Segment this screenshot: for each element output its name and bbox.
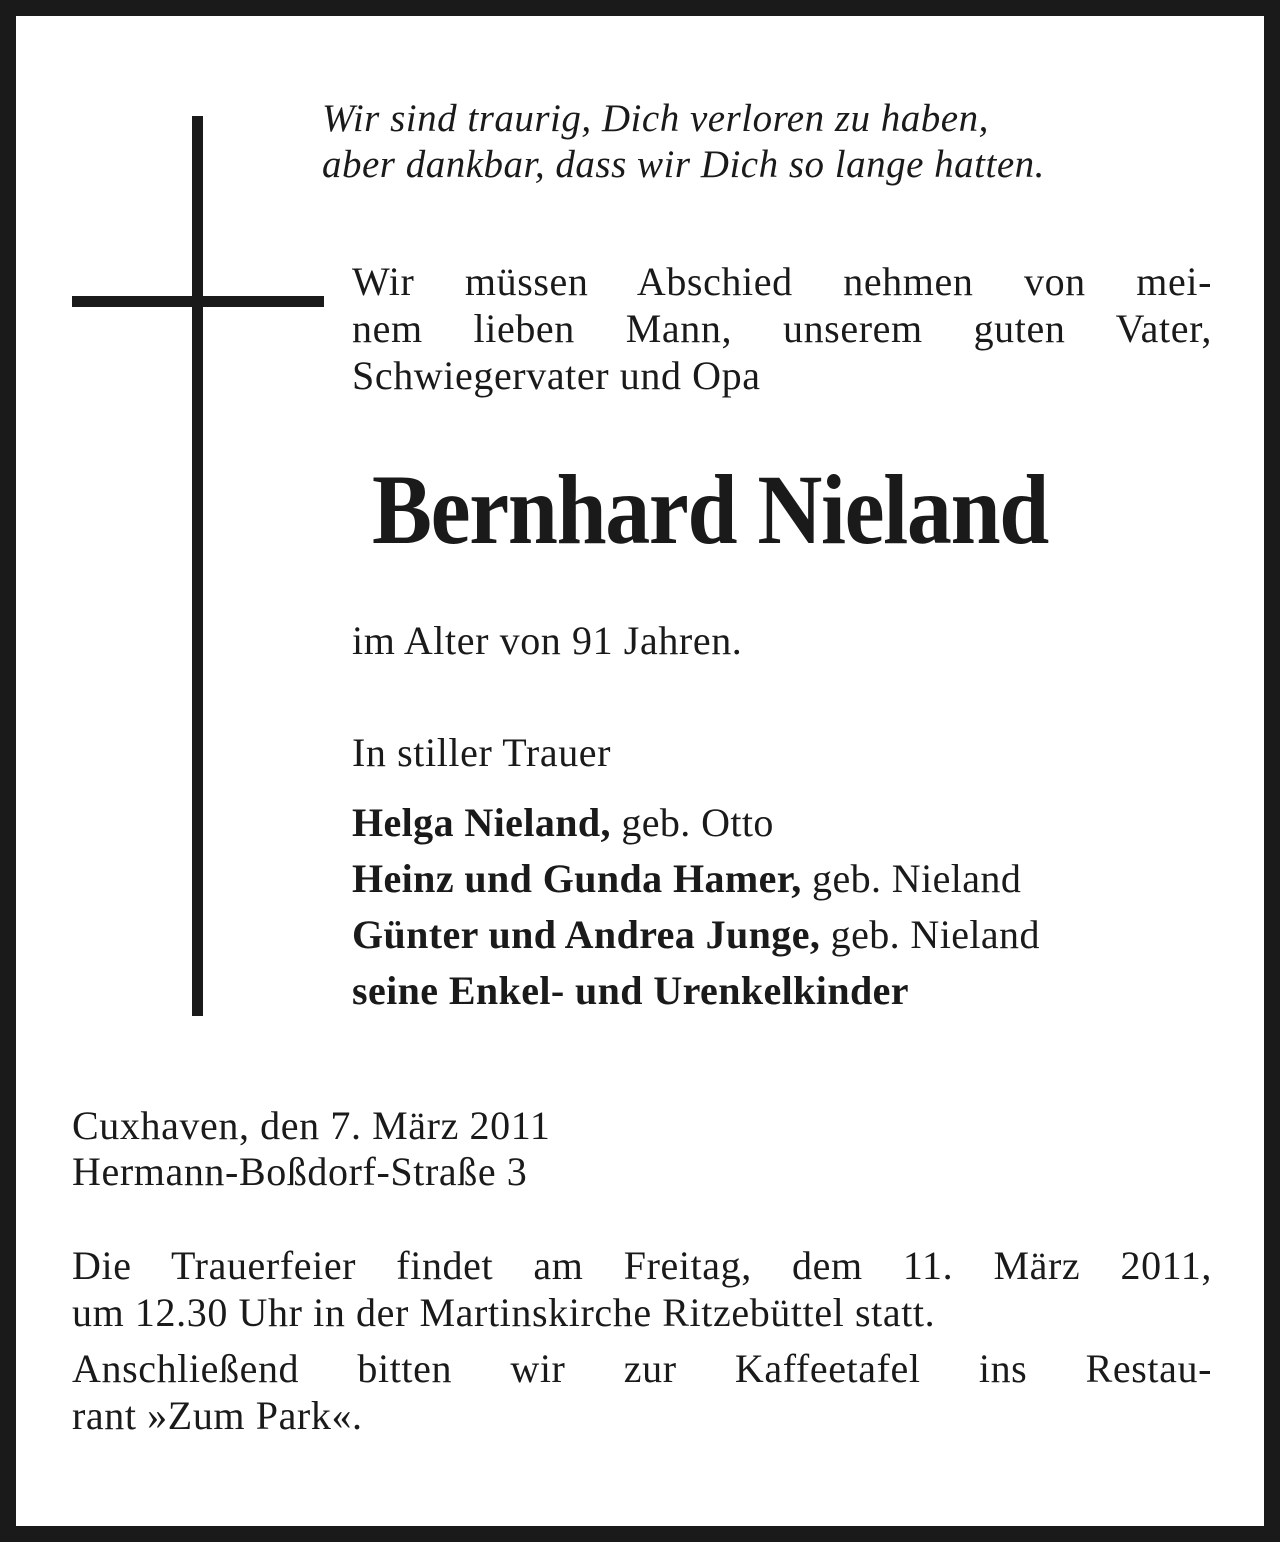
mourner-suffix: geb. Nieland bbox=[820, 912, 1040, 957]
motto-quote bbox=[322, 96, 1222, 188]
deceased-name: Bernhard Nieland bbox=[372, 454, 1048, 565]
mourner-name: Heinz und Gunda Hamer, bbox=[352, 856, 802, 901]
mourning-label: In stiller Trauer bbox=[352, 730, 612, 775]
reception-line-2: rant »Zum Park«. bbox=[72, 1393, 363, 1438]
cross-icon-horizontal-bar bbox=[72, 296, 324, 307]
place-and-address bbox=[72, 1103, 550, 1195]
mourner-name: Helga Nieland, bbox=[352, 800, 611, 845]
reception-notice bbox=[72, 1345, 1212, 1439]
mourner-suffix: geb. Nieland bbox=[801, 856, 1022, 901]
funeral-line-2: um 12.30 Uhr in der Martinskirche Ritzebüttel statt. bbox=[72, 1290, 936, 1335]
mourner-name: Günter und Andrea Junge, bbox=[352, 912, 821, 957]
intro-line-3: Schwiegervater und Opa bbox=[352, 353, 761, 398]
intro-text bbox=[352, 258, 1212, 399]
mourner-item bbox=[352, 795, 1040, 851]
age-text: im Alter von 91 Jahren. bbox=[352, 618, 743, 663]
address: Hermann-Boßdorf-Straße 3 bbox=[72, 1149, 528, 1194]
intro-line-1: Wir müssen Abschied nehmen von mei- bbox=[352, 259, 1212, 304]
mourners-list bbox=[352, 795, 1040, 1019]
cross-icon-vertical-bar bbox=[192, 116, 203, 1016]
motto-line-1: Wir sind traurig, Dich verloren zu haben, bbox=[322, 97, 989, 140]
place-date: Cuxhaven, den 7. März 2011 bbox=[72, 1103, 551, 1148]
mourner-item bbox=[352, 963, 1040, 1019]
mourner-item bbox=[352, 907, 1040, 963]
mourner-suffix: geb. Otto bbox=[610, 800, 774, 845]
reception-line-1: Anschließend bitten wir zur Kaffeetafel ins Restau- bbox=[72, 1346, 1212, 1391]
intro-line-2: nem lieben Mann, unserem guten Vater, bbox=[352, 306, 1212, 351]
funeral-notice bbox=[72, 1242, 1212, 1336]
funeral-line-1: Die Trauerfeier findet am Freitag, dem 11. März 2011, bbox=[72, 1243, 1212, 1288]
mourner-name: seine Enkel- und Urenkelkinder bbox=[352, 968, 909, 1013]
mourner-item bbox=[352, 851, 1040, 907]
motto-line-2: aber dankbar, dass wir Dich so lange hatten. bbox=[322, 143, 1045, 186]
